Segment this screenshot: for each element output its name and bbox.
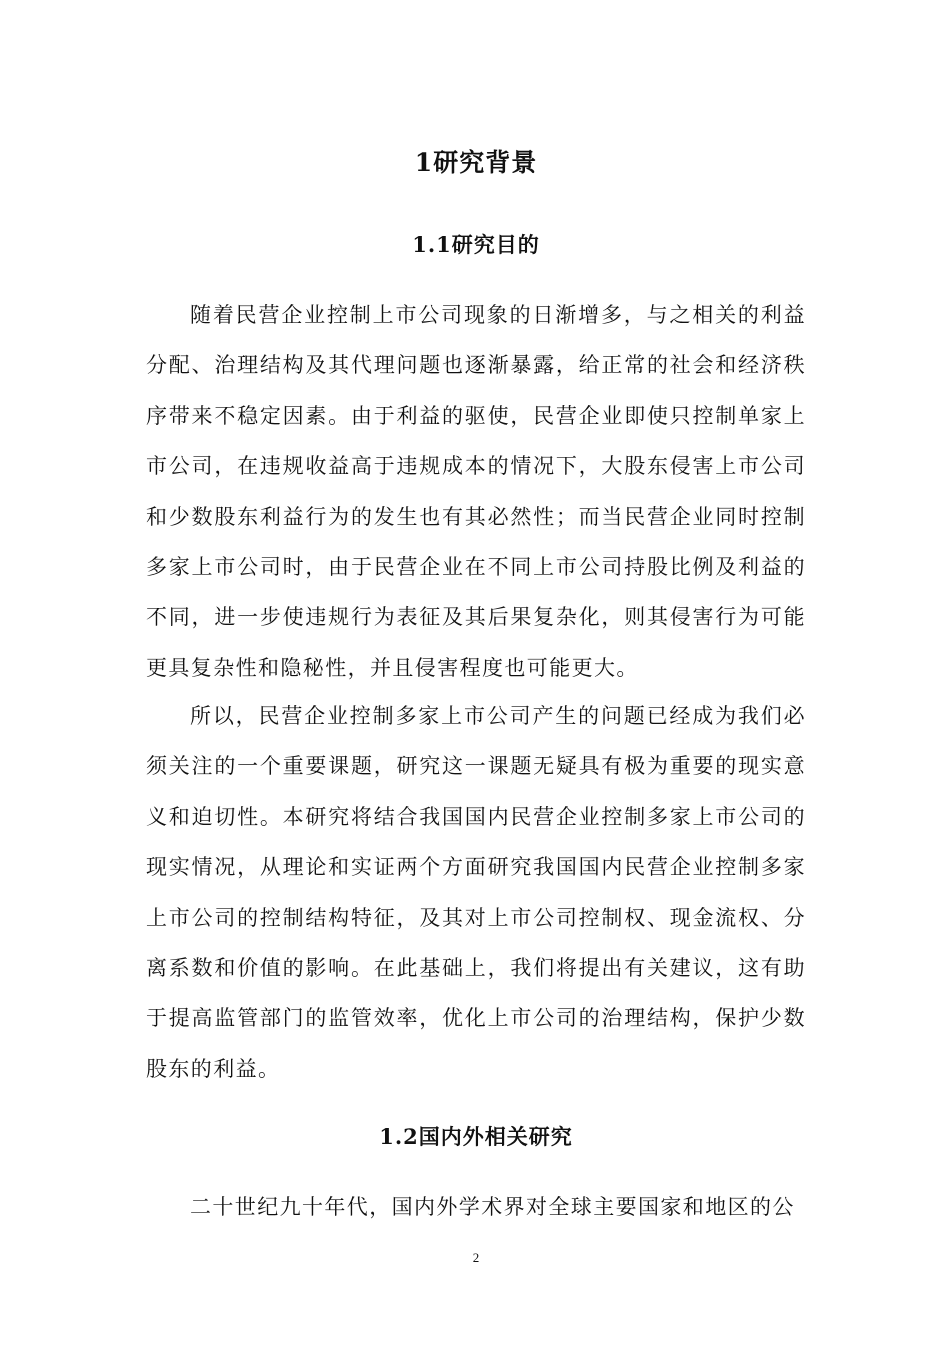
body-paragraph: 二十世纪九十年代，国内外学术界对全球主要国家和地区的公	[190, 1195, 795, 1219]
subsection-heading-research-purpose: 1.1研究目的	[412, 232, 540, 257]
body-paragraph: 所以，民营企业控制多家上市公司产生的问题已经成为我们必须关注的一个重要课题，研究这一课题无疑具有极为重要的现实意义和迫切性。本研究将结合我国国内民营企业控制多家上市公司的现实情况，从理论和实证两个方面研究我国国内民营企业控制多家上市公司的控制结构特征，及其对上市公司控制权、现金流权、分离系数和价值的影响。在此基础上，我们将提出有关建议，这有助于提高监管部门的监管效率，优化上市公司的治理结构，保护少数股东的利益。	[146, 704, 806, 1081]
subsection-heading-related-research: 1.2国内外相关研究	[379, 1124, 573, 1149]
body-paragraph: 随着民营企业控制上市公司现象的日渐增多，与之相关的利益分配、治理结构及其代理问题也逐渐暴露，给正常的社会和经济秩序带来不稳定因素。由于利益的驱使，民营企业即使只控制单家上市公司，在违规收益高于违规成本的情况下，大股东侵害上市公司和少数股东利益行为的发生也有其必然性；而当民营企业同时控制多家上市公司时，由于民营企业在不同上市公司持股比例及利益的不同，进一步使违规行为表征及其后果复杂化，则其侵害行为可能更具复杂性和隐秘性，并且侵害程度也可能更大。	[146, 303, 806, 680]
section-heading: 1研究背景	[414, 148, 538, 177]
page-number: 2	[472, 1250, 480, 1265]
